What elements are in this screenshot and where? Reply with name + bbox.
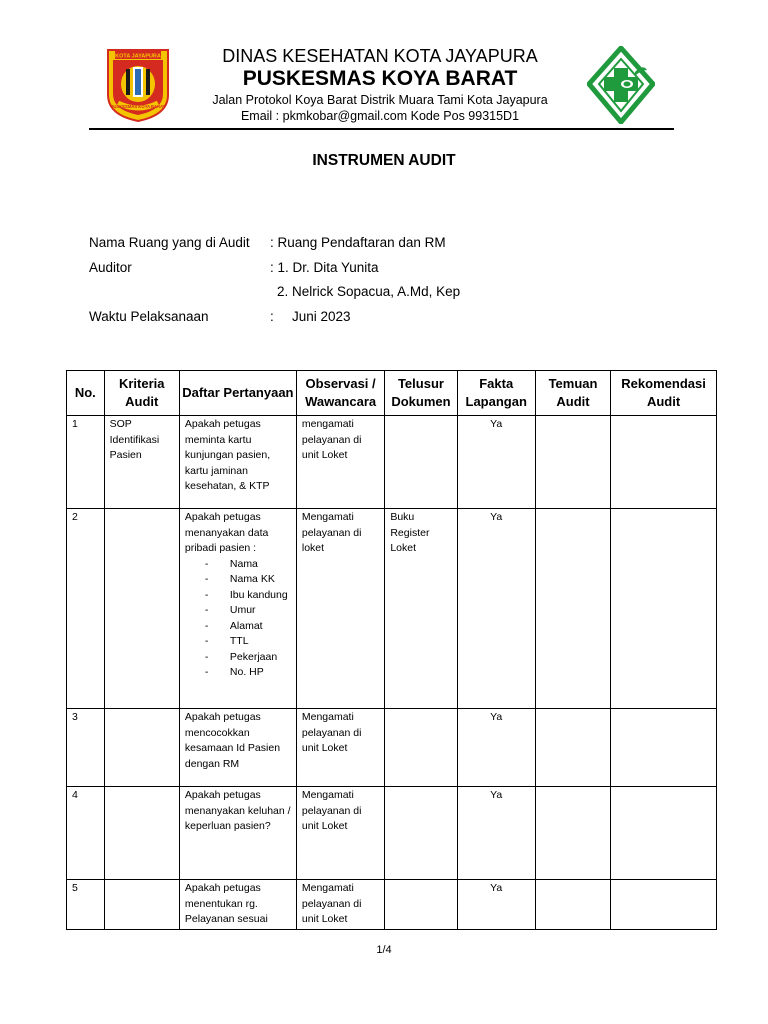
- puskesmas-logo: [587, 46, 655, 124]
- table-row: [67, 509, 717, 709]
- cell-temuan: [535, 416, 610, 509]
- table-header-row: [67, 371, 717, 416]
- cell-fakta: Ya: [457, 787, 535, 880]
- time-colon: :: [270, 309, 274, 324]
- list-item: - No. HP: [204, 666, 264, 678]
- cell-dokumen: Buku Register Loket: [385, 509, 457, 709]
- header-pertanyaan: Daftar Pertanyaan: [179, 371, 296, 416]
- question-text: Apakah petugas menanyakan data pribadi pasien :: [184, 511, 269, 554]
- header-dokumen: Telusur Dokumen: [385, 371, 457, 416]
- header-temuan: Temuan Audit: [535, 371, 610, 416]
- cell-no: 2: [67, 509, 105, 709]
- header-rule: [89, 128, 674, 130]
- list-item: - Nama KK: [204, 573, 275, 585]
- header-no: No.: [67, 371, 105, 416]
- cell-no: 3: [67, 709, 105, 787]
- page-number: 1/4: [376, 944, 392, 956]
- cell-fakta: Ya: [457, 509, 535, 709]
- header-rekomendasi: Rekomendasi Audit: [611, 371, 717, 416]
- cell-observasi: Mengamati pelayanan di unit Loket: [296, 787, 384, 880]
- svg-text:PUSKESMAS KOYA BARAT: PUSKESMAS KOYA BARAT: [110, 104, 166, 109]
- cell-dokumen: [385, 787, 457, 880]
- header-fakta: Fakta Lapangan: [457, 371, 535, 416]
- table-row: [67, 416, 717, 509]
- cell-dokumen: [385, 709, 457, 787]
- cell-rekomendasi: [611, 509, 717, 709]
- cell-fakta: Ya: [457, 880, 535, 930]
- room-label: Nama Ruang yang di Audit: [89, 235, 250, 250]
- cell-observasi: Mengamati pelayanan di unit Loket: [296, 709, 384, 787]
- cell-kriteria: [104, 709, 179, 787]
- cell-kriteria: [104, 787, 179, 880]
- cell-kriteria: [104, 509, 179, 709]
- table-row: [67, 880, 717, 930]
- cell-rekomendasi: [611, 880, 717, 930]
- auditor-1: : 1. Dr. Dita Yunita: [270, 260, 379, 275]
- list-item: - Ibu kandung: [204, 588, 288, 601]
- cell-observasi: mengamati pelayanan di unit Loket: [296, 416, 384, 509]
- list-item: - Pekerjaan: [204, 650, 278, 663]
- room-value: : Ruang Pendaftaran dan RM: [270, 235, 446, 250]
- kota-jayapura-logo: [104, 47, 172, 123]
- cell-kriteria: SOP Identifikasi Pasien: [104, 416, 179, 509]
- cell-pertanyaan: Apakah petugas menanyakan keluhan / keperluan pasien?: [179, 787, 296, 880]
- cell-pertanyaan: Apakah petugas menentukan rg. Pelayanan sesuai: [179, 880, 296, 930]
- patient-data-list: [185, 557, 291, 681]
- cell-no: 1: [67, 416, 105, 509]
- svg-text:KOTA JAYAPURA: KOTA JAYAPURA: [115, 53, 161, 60]
- facility-address: Jalan Protokol Koya Barat Distrik Muara Tami Kota Jayapura: [212, 93, 548, 107]
- cell-rekomendasi: [611, 787, 717, 880]
- list-item: - Nama: [204, 557, 258, 570]
- cell-dokumen: [385, 880, 457, 930]
- cell-rekomendasi: [611, 709, 717, 787]
- cell-no: 5: [67, 880, 105, 930]
- time-label: Waktu Pelaksanaan: [89, 309, 209, 324]
- cell-observasi: Mengamati pelayanan di loket: [296, 509, 384, 709]
- cell-pertanyaan: Apakah petugas mencocokkan kesamaan Id Pasien dengan RM: [179, 709, 296, 787]
- cell-dokumen: [385, 416, 457, 509]
- audit-table: [66, 370, 717, 930]
- cell-pertanyaan: [179, 509, 296, 709]
- table-row: [67, 787, 717, 880]
- header-kriteria: Kriteria Audit: [104, 371, 179, 416]
- cell-kriteria: [104, 880, 179, 930]
- cell-rekomendasi: [611, 416, 717, 509]
- cell-no: 4: [67, 787, 105, 880]
- agency-name: DINAS KESEHATAN KOTA JAYAPURA: [222, 46, 538, 66]
- cell-temuan: [535, 880, 610, 930]
- document-title: INSTRUMEN AUDIT: [312, 152, 456, 169]
- header-observasi: Observasi / Wawancara: [296, 371, 384, 416]
- auditor-label: Auditor: [89, 260, 132, 275]
- cell-temuan: [535, 787, 610, 880]
- cell-fakta: Ya: [457, 709, 535, 787]
- time-value: Juni 2023: [292, 309, 351, 324]
- list-item: - TTL: [204, 635, 249, 647]
- list-item: - Umur: [204, 604, 256, 616]
- facility-contact: Email : pkmkobar@gmail.com Kode Pos 99315D1: [240, 109, 520, 123]
- table-row: [67, 709, 717, 787]
- cell-pertanyaan: Apakah petugas meminta kartu kunjungan pasien, kartu jaminan kesehatan, & KTP: [179, 416, 296, 509]
- cell-fakta: Ya: [457, 416, 535, 509]
- auditor-2: 2. Nelrick Sopacua, A.Md, Kep: [277, 284, 461, 299]
- cell-observasi: Mengamati pelayanan di unit Loket: [296, 880, 384, 930]
- list-item: - Alamat: [204, 619, 263, 632]
- cell-temuan: [535, 509, 610, 709]
- facility-name: PUSKESMAS KOYA BARAT: [242, 67, 518, 90]
- cell-temuan: [535, 709, 610, 787]
